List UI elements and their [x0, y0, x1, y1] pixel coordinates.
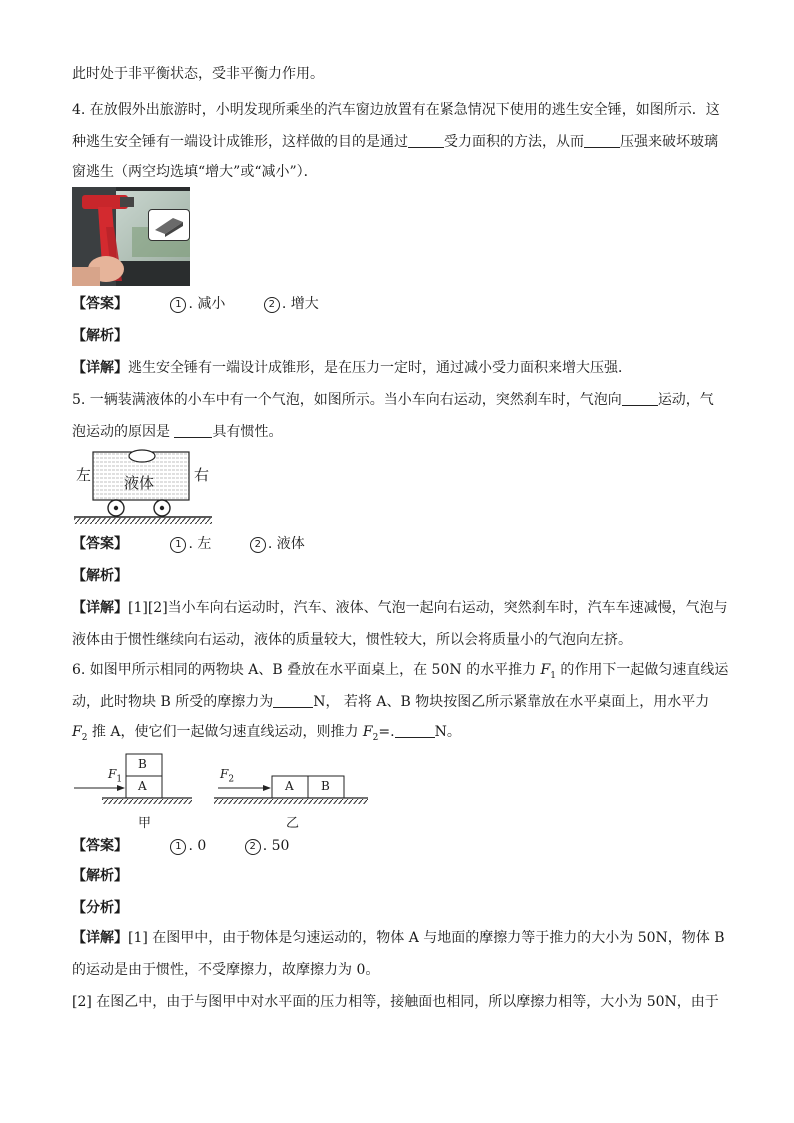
answer-blank	[174, 423, 212, 438]
question-6-line-1: 6. 如图甲所示相同的两物块 A、B 叠放在水平面桌上，在 50N 的水平推力 $F_1$ 的作用下一起做匀速直线运	[72, 662, 729, 681]
force-f1-label: $F_1$	[108, 767, 123, 785]
question-4-line-3: 窗逃生（两空均选填“增大”或“减小”）．	[72, 164, 318, 180]
text: 受力面积的方法，从而	[444, 134, 584, 150]
answer-blank	[622, 391, 658, 406]
force-f2-label: $F_2$	[220, 767, 235, 785]
text: 种逃生安全锤有一端设计成锥形，这样做的目的是通过	[72, 134, 408, 150]
liquid-cart-figure	[72, 444, 214, 526]
block-b-label: B	[321, 779, 330, 793]
answer-row-q5	[72, 534, 305, 554]
question-6-line-3: $F_2$ 推 A，使它们一起做匀速直线运动，则推力 $F_2=$. N。	[72, 724, 461, 743]
analysis-tag: 【解析】	[72, 568, 128, 584]
label-right: 右	[194, 466, 210, 484]
circle-number: 2	[250, 537, 266, 553]
detail-q6-line-2: 的运动是由于惯性，不受摩擦力，故摩擦力为 0。	[72, 962, 380, 978]
answer-tag: 【答案】	[72, 838, 128, 854]
detail-q4: 【详解】逃生安全锤有一端设计成锥形，是在压力一定时，通过减小受力面积来增大压强．	[72, 360, 632, 376]
figure-label-yi: 乙	[286, 816, 300, 831]
answer-2	[264, 294, 319, 314]
question-5-line-1: 5. 一辆装满液体的小车中有一个气泡，如图所示。当小车向右运动，突然刹车时，气泡向 运动，气	[72, 392, 714, 408]
circle-number: 2	[245, 839, 261, 855]
block-a-label: A	[285, 779, 294, 793]
answer-blank	[395, 723, 435, 738]
text: 压强来破坏玻璃	[620, 134, 718, 150]
figure-label-jia: 甲	[138, 816, 152, 831]
analysis-tag: 【解析】	[72, 328, 128, 344]
label-left: 左	[76, 466, 92, 484]
answer-value: . 液体	[267, 536, 305, 552]
circle-number: 1	[170, 297, 186, 313]
question-4-line-1: 4. 在放假外出旅游时，小明发现所乘坐的汽车窗边放置有在紧急情况下使用的逃生安全锤，如图所示．这	[72, 102, 720, 118]
analysis-tag: 【解析】	[72, 868, 128, 884]
answer-1	[170, 534, 211, 554]
answer-blank	[273, 693, 313, 708]
answer-value: . 0	[188, 838, 207, 854]
hammer-tip-inset	[148, 209, 190, 241]
answer-tag: 【答案】	[72, 536, 128, 552]
detail-q6: 【详解】[1] 在图甲中，由于物体是匀速运动的，物体 A 与地面的摩擦力等于推力的大小为 50N，物体 B	[72, 930, 725, 946]
block-a-label: A	[138, 779, 147, 793]
text-line: 此时处于非平衡状态，受非平衡力作用。	[72, 66, 324, 82]
answer-value: . 50	[262, 838, 290, 854]
question-4-line-2	[72, 132, 718, 152]
detail-q5: 【详解】[1][2]当小车向右运动时，汽车、液体、气泡一起向右运动，突然刹车时，汽车车速减慢，气泡与	[72, 600, 728, 616]
circle-number: 2	[264, 297, 280, 313]
answer-1	[170, 836, 206, 856]
blocks-figure	[72, 752, 372, 830]
label-liquid: 液体	[124, 474, 155, 492]
answer-2	[250, 534, 305, 554]
detail-q6-line-3: [2] 在图乙中，由于与图甲中对水平面的压力相等，接触面也相同，所以摩擦力相等，大小为 50N，由于	[72, 994, 719, 1010]
question-5-line-2: 泡运动的原因是 具有惯性。	[72, 424, 283, 440]
answer-value: . 减小	[188, 296, 226, 312]
answer-row-q4	[72, 294, 319, 314]
answer-value: . 左	[188, 536, 212, 552]
detail-q5-line-2: 液体由于惯性继续向右运动，液体的质量较大，惯性较大，所以会将质量小的气泡向左挤。	[72, 632, 632, 648]
circle-number: 1	[170, 537, 186, 553]
answer-blank	[408, 133, 444, 148]
analysis-fenxi-tag: 【分析】	[72, 900, 128, 916]
answer-2	[245, 836, 290, 856]
safety-hammer-photo	[72, 187, 190, 286]
answer-tag: 【答案】	[72, 296, 128, 312]
question-6-line-2: 动，此时物块 B 所受的摩擦力为 N， 若将 A、B 物块按图乙所示紧靠放在水平桌面上，用水平力	[72, 694, 710, 710]
answer-1	[170, 294, 225, 314]
answer-value: . 增大	[281, 296, 319, 312]
answer-row-q6	[72, 836, 289, 856]
circle-number: 1	[170, 839, 186, 855]
answer-blank	[584, 133, 620, 148]
block-b-label: B	[138, 757, 147, 771]
